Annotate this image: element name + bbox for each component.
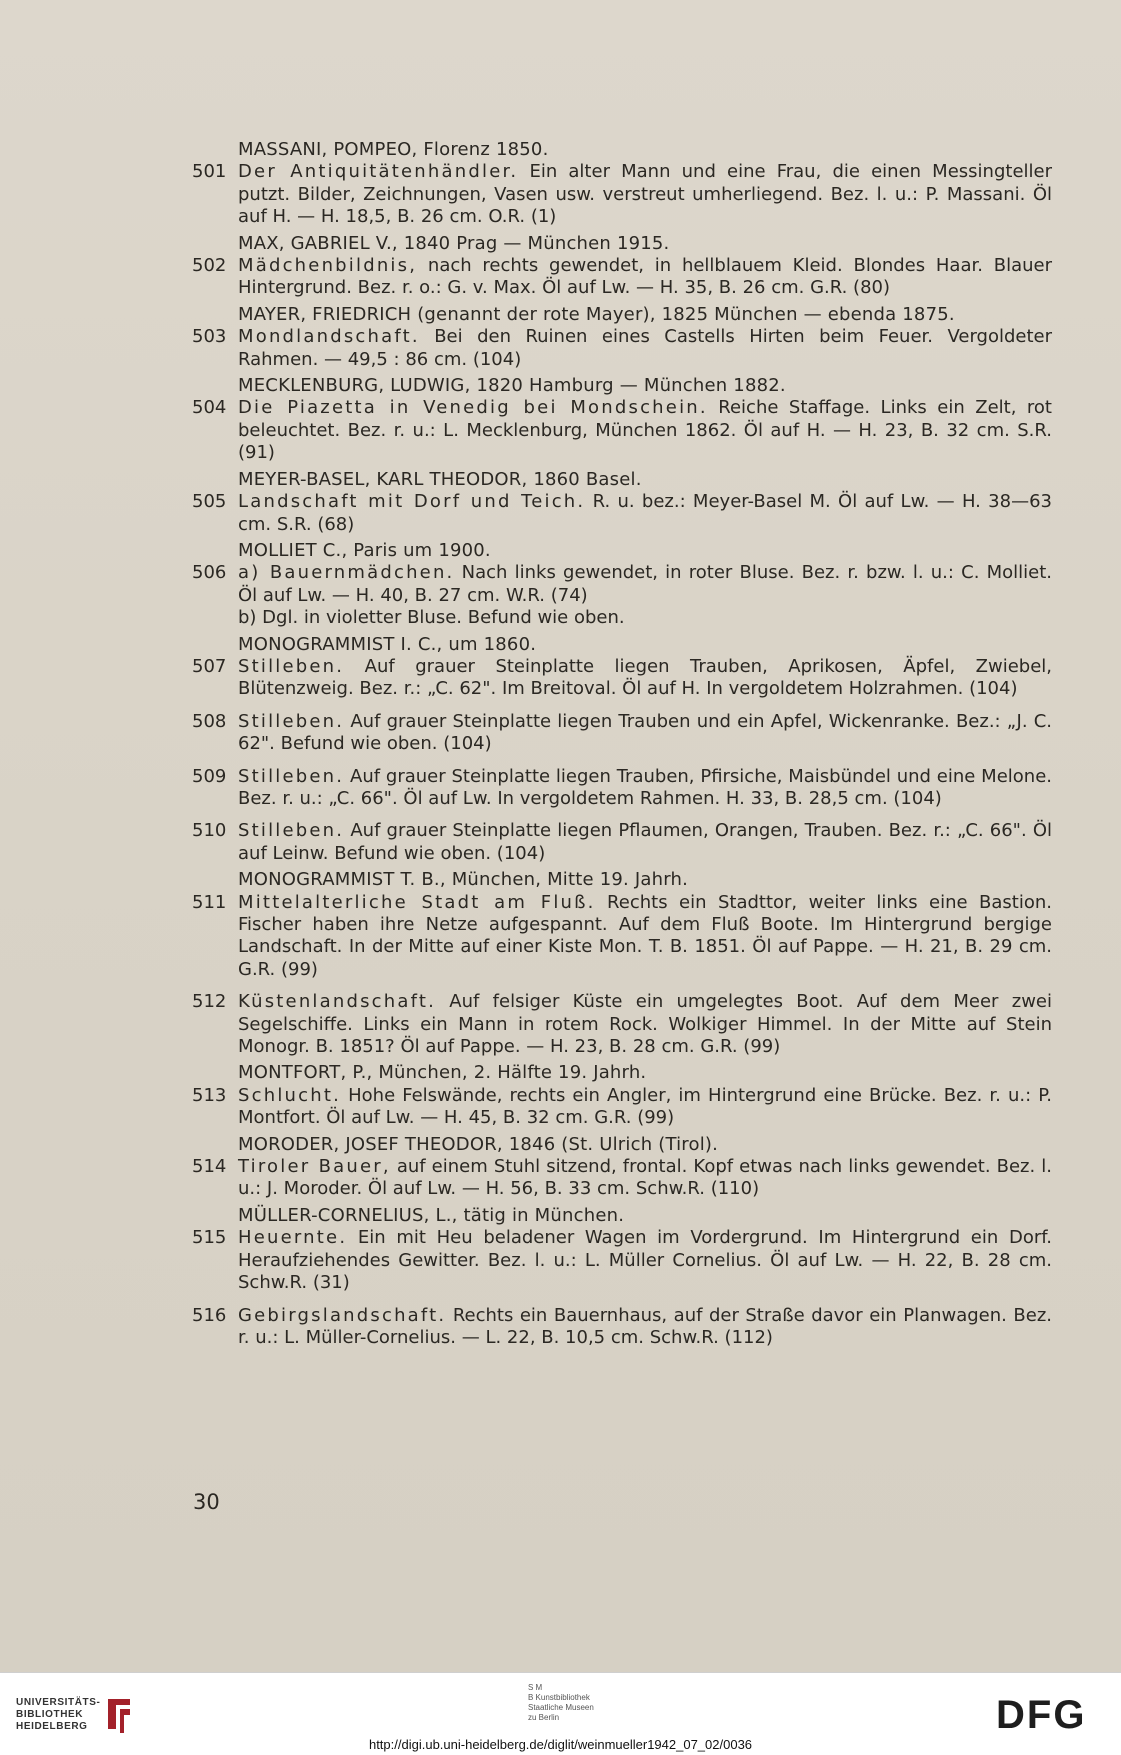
spacer — [192, 1295, 1052, 1305]
lot-variant: b) Dgl. in violetter Bluse. Befund wie oben. — [238, 607, 625, 629]
catalog-entry — [192, 326, 1052, 371]
lot-description: Auf felsiger Küste ein umgelegtes Boot. Auf dem Meer zwei Segelschiffe. Links ein Mann in rotem Rock. Wolkiger Himmel. In der Mitte auf Stein Monogr. B. 1851? Öl auf Pappe. — H. 23, B. 28 cm. G.R. (99) — [238, 991, 1052, 1058]
artist-heading: MORODER, JOSEF THEODOR, 1846 (St. Ulrich (Tirol). — [238, 1133, 719, 1155]
lot-number: 502 — [192, 255, 227, 277]
lot-description: Hohe Felswände, rechts ein Angler, im Hintergrund eine Brücke. Bez. r. u.: P. Montfort. Öl auf Lw. — H. 45, B. 32 cm. G.R. (99) — [238, 1084, 1052, 1129]
viewer-footer — [0, 1672, 1121, 1755]
page-number: 30 — [193, 1490, 220, 1514]
catalog-entry — [192, 1305, 1052, 1350]
kunstbibliothek-logo: S M B Kunstbibliothek Staatliche Museen zu Berlin — [528, 1683, 594, 1722]
catalog-entry — [192, 892, 1052, 982]
artist-heading: MASSANI, POMPEO, Florenz 1850. — [238, 139, 549, 160]
lot-description: Rechts ein Stadttor, weiter links eine Bastion. Fischer haben ihre Netze aufgespannt. Auf dem Fluß Boote. Im Hintergrund bergige Landschaft. In der Mitte auf einer Kiste Mon. T. B. 1851. Öl auf Pappe. — H. 21, B. 29 cm. G.R. (99) — [238, 891, 1053, 980]
lot-description: Ein alter Mann und eine Frau, die einen Messingteller putzt. Bilder, Zeichnungen, Vasen usw. verstreut umherliegend. Bez. l. u.: P. Massani. Öl auf H. — H. 18,5, B. 26 cm. O.R. (1) — [238, 161, 1052, 228]
catalog-entry — [192, 161, 1052, 228]
lot-title: Mondlandschaft. — [238, 326, 420, 348]
lot-title: Landschaft mit Dorf und Teich. — [238, 491, 586, 513]
lot-number: 501 — [192, 161, 227, 183]
lot-title: Heuernte. — [238, 1227, 348, 1249]
lot-description: Nach links gewendet, in roter Bluse. Bez. r. bzw. l. u.: C. Molliet. Öl auf Lw. — H. 40, B. 27 cm. W.R. (74) — [238, 562, 1052, 606]
permalink-url[interactable]: http://digi.ub.uni-heidelberg.de/diglit/weinmueller1942_07_02/0036 — [368, 1737, 753, 1752]
lot-description: Auf grauer Steinplatte liegen Trauben, Aprikosen, Äpfel, Zwiebel, Blütenzweig. Bez. r.: „C. 62". Im Breitoval. Öl auf H. In vergoldetem Holzrahmen. (104) — [238, 655, 1052, 700]
lot-description: nach rechts gewendet, in hellblauem Kleid. Blondes Haar. Blauer Hintergrund. Bez. r. o.: G. v. Max. Öl auf Lw. — H. 35, B. 26 cm. G.R. (80) — [238, 255, 1052, 299]
lot-title: Stilleben. — [238, 710, 345, 732]
artist-heading: MAX, GABRIEL V., 1840 Prag — München 1915. — [238, 232, 670, 254]
lot-description: Auf grauer Steinplatte liegen Pflaumen, Orangen, Trauben. Bez. r.: „C. 66". Öl auf Leinw. Befund wie oben. (104) — [238, 820, 1052, 864]
catalog-entry — [192, 820, 1052, 865]
catalog-entry — [192, 711, 1052, 756]
spacer — [192, 810, 1052, 820]
lot-title: Mittelalterliche Stadt am Fluß. — [238, 891, 596, 913]
lot-title: Schlucht. — [238, 1084, 342, 1106]
catalog-entry — [192, 1156, 1052, 1201]
catalog-entry — [192, 991, 1052, 1058]
lot-number: 510 — [192, 820, 227, 842]
artist-heading: MONOGRAMMIST T. B., München, Mitte 19. Jahrh. — [238, 869, 689, 891]
catalog-entry — [192, 1085, 1052, 1130]
catalog-entry — [192, 491, 1052, 536]
catalog-entry — [192, 1227, 1052, 1294]
catalog-content — [192, 139, 1052, 1349]
lot-title: Stilleben. — [238, 820, 345, 842]
lot-number: 516 — [192, 1304, 227, 1326]
lot-description: auf einem Stuhl sitzend, frontal. Kopf etwas nach links gewendet. Bez. l. u.: J. Moroder. Öl auf Lw. — H. 56, B. 33 cm. Schw.R. (110) — [238, 1156, 1052, 1200]
lot-number: 513 — [192, 1084, 227, 1106]
lot-number: 515 — [192, 1227, 227, 1249]
lot-title: Tiroler Bauer, — [238, 1156, 391, 1178]
spacer — [192, 701, 1052, 711]
lot-title: Gebirgslandschaft. — [238, 1304, 447, 1326]
catalog-entry — [192, 656, 1052, 701]
lot-number: 504 — [192, 397, 227, 419]
lot-description: R. u. bez.: Meyer-Basel M. Öl auf Lw. — H. 38—63 cm. S.R. (68) — [238, 491, 1052, 535]
spacer — [192, 756, 1052, 766]
lot-title: Stilleben. — [238, 765, 345, 787]
dfg-logo[interactable]: DFG — [996, 1693, 1087, 1737]
lot-title: Der Antiquitätenhändler. — [238, 161, 519, 183]
lot-title: Küstenlandschaft. — [238, 991, 437, 1013]
lot-description: Bei den Ruinen eines Castells Hirten beim Feuer. Vergoldeter Rahmen. — 49,5 : 86 cm. (104) — [238, 326, 1052, 370]
ub-emblem-icon — [104, 1695, 134, 1735]
lot-number: 508 — [192, 710, 227, 732]
lot-description: Reiche Staffage. Links ein Zelt, rot beleuchtet. Bez. r. u.: L. Mecklenburg, München 1862. Öl auf H. — H. 23, B. 32 cm. S.R. (91) — [238, 397, 1052, 464]
lot-number: 505 — [192, 491, 227, 513]
artist-heading: MAYER, FRIEDRICH (genannt der rote Mayer), 1825 München — ebenda 1875. — [238, 303, 955, 325]
spacer — [192, 981, 1052, 991]
lot-number: 507 — [192, 655, 227, 677]
lot-description: Rechts ein Bauernhaus, auf der Straße davor ein Planwagen. Bez. r. u.: L. Müller-Cornelius. — L. 22, B. 10,5 cm. Schw.R. (112) — [238, 1304, 1052, 1348]
catalog-entry — [192, 766, 1052, 811]
lot-number: 512 — [192, 991, 227, 1013]
lot-number: 506 — [192, 562, 227, 584]
lot-title: a) Bauernmädchen. — [238, 562, 455, 584]
lot-description: Ein mit Heu beladener Wagen im Vordergrund. Im Hintergrund ein Dorf. Heraufziehendes Gewitter. Bez. l. u.: L. Müller Cornelius. Öl auf Lw. — H. 22, B. 28 cm. Schw.R. (31) — [238, 1227, 1052, 1294]
artist-heading: MECKLENBURG, LUDWIG, 1820 Hamburg — München 1882. — [238, 375, 786, 397]
artist-heading: MONTFORT, P., München, 2. Hälfte 19. Jahrh. — [238, 1062, 647, 1084]
lot-title: Stilleben. — [238, 655, 345, 677]
artist-heading: MOLLIET C., Paris um 1900. — [238, 539, 491, 561]
lot-number: 503 — [192, 326, 227, 348]
catalog-entry — [192, 562, 1052, 629]
lot-description: Auf grauer Steinplatte liegen Trauben, Pfirsiche, Maisbündel und eine Melone. Bez. r. u.: „C. 66". Öl auf Lw. In vergoldetem Rahmen. H. 33, B. 28,5 cm. (104) — [238, 765, 1052, 809]
lot-number: 514 — [192, 1156, 227, 1178]
lot-number: 511 — [192, 891, 227, 913]
catalog-entry — [192, 397, 1052, 464]
artist-heading: MEYER-BASEL, KARL THEODOR, 1860 Basel. — [238, 468, 642, 490]
ub-heidelberg-logo[interactable]: UNIVERSITÄTS- BIBLIOTHEK HEIDELBERG — [16, 1697, 101, 1732]
artist-heading: MONOGRAMMIST I. C., um 1860. — [238, 633, 537, 655]
lot-number: 509 — [192, 765, 227, 787]
catalog-entry — [192, 255, 1052, 300]
lot-description: Auf grauer Steinplatte liegen Trauben und ein Apfel, Wickenranke. Bez.: „J. C. 62". Befund wie oben. (104) — [238, 710, 1052, 755]
lot-title: Mädchenbildnis, — [238, 255, 418, 277]
lot-title: Die Piazetta in Venedig bei Mondschein. — [238, 397, 708, 419]
artist-heading: MÜLLER-CORNELIUS, L., tätig in München. — [238, 1204, 625, 1226]
